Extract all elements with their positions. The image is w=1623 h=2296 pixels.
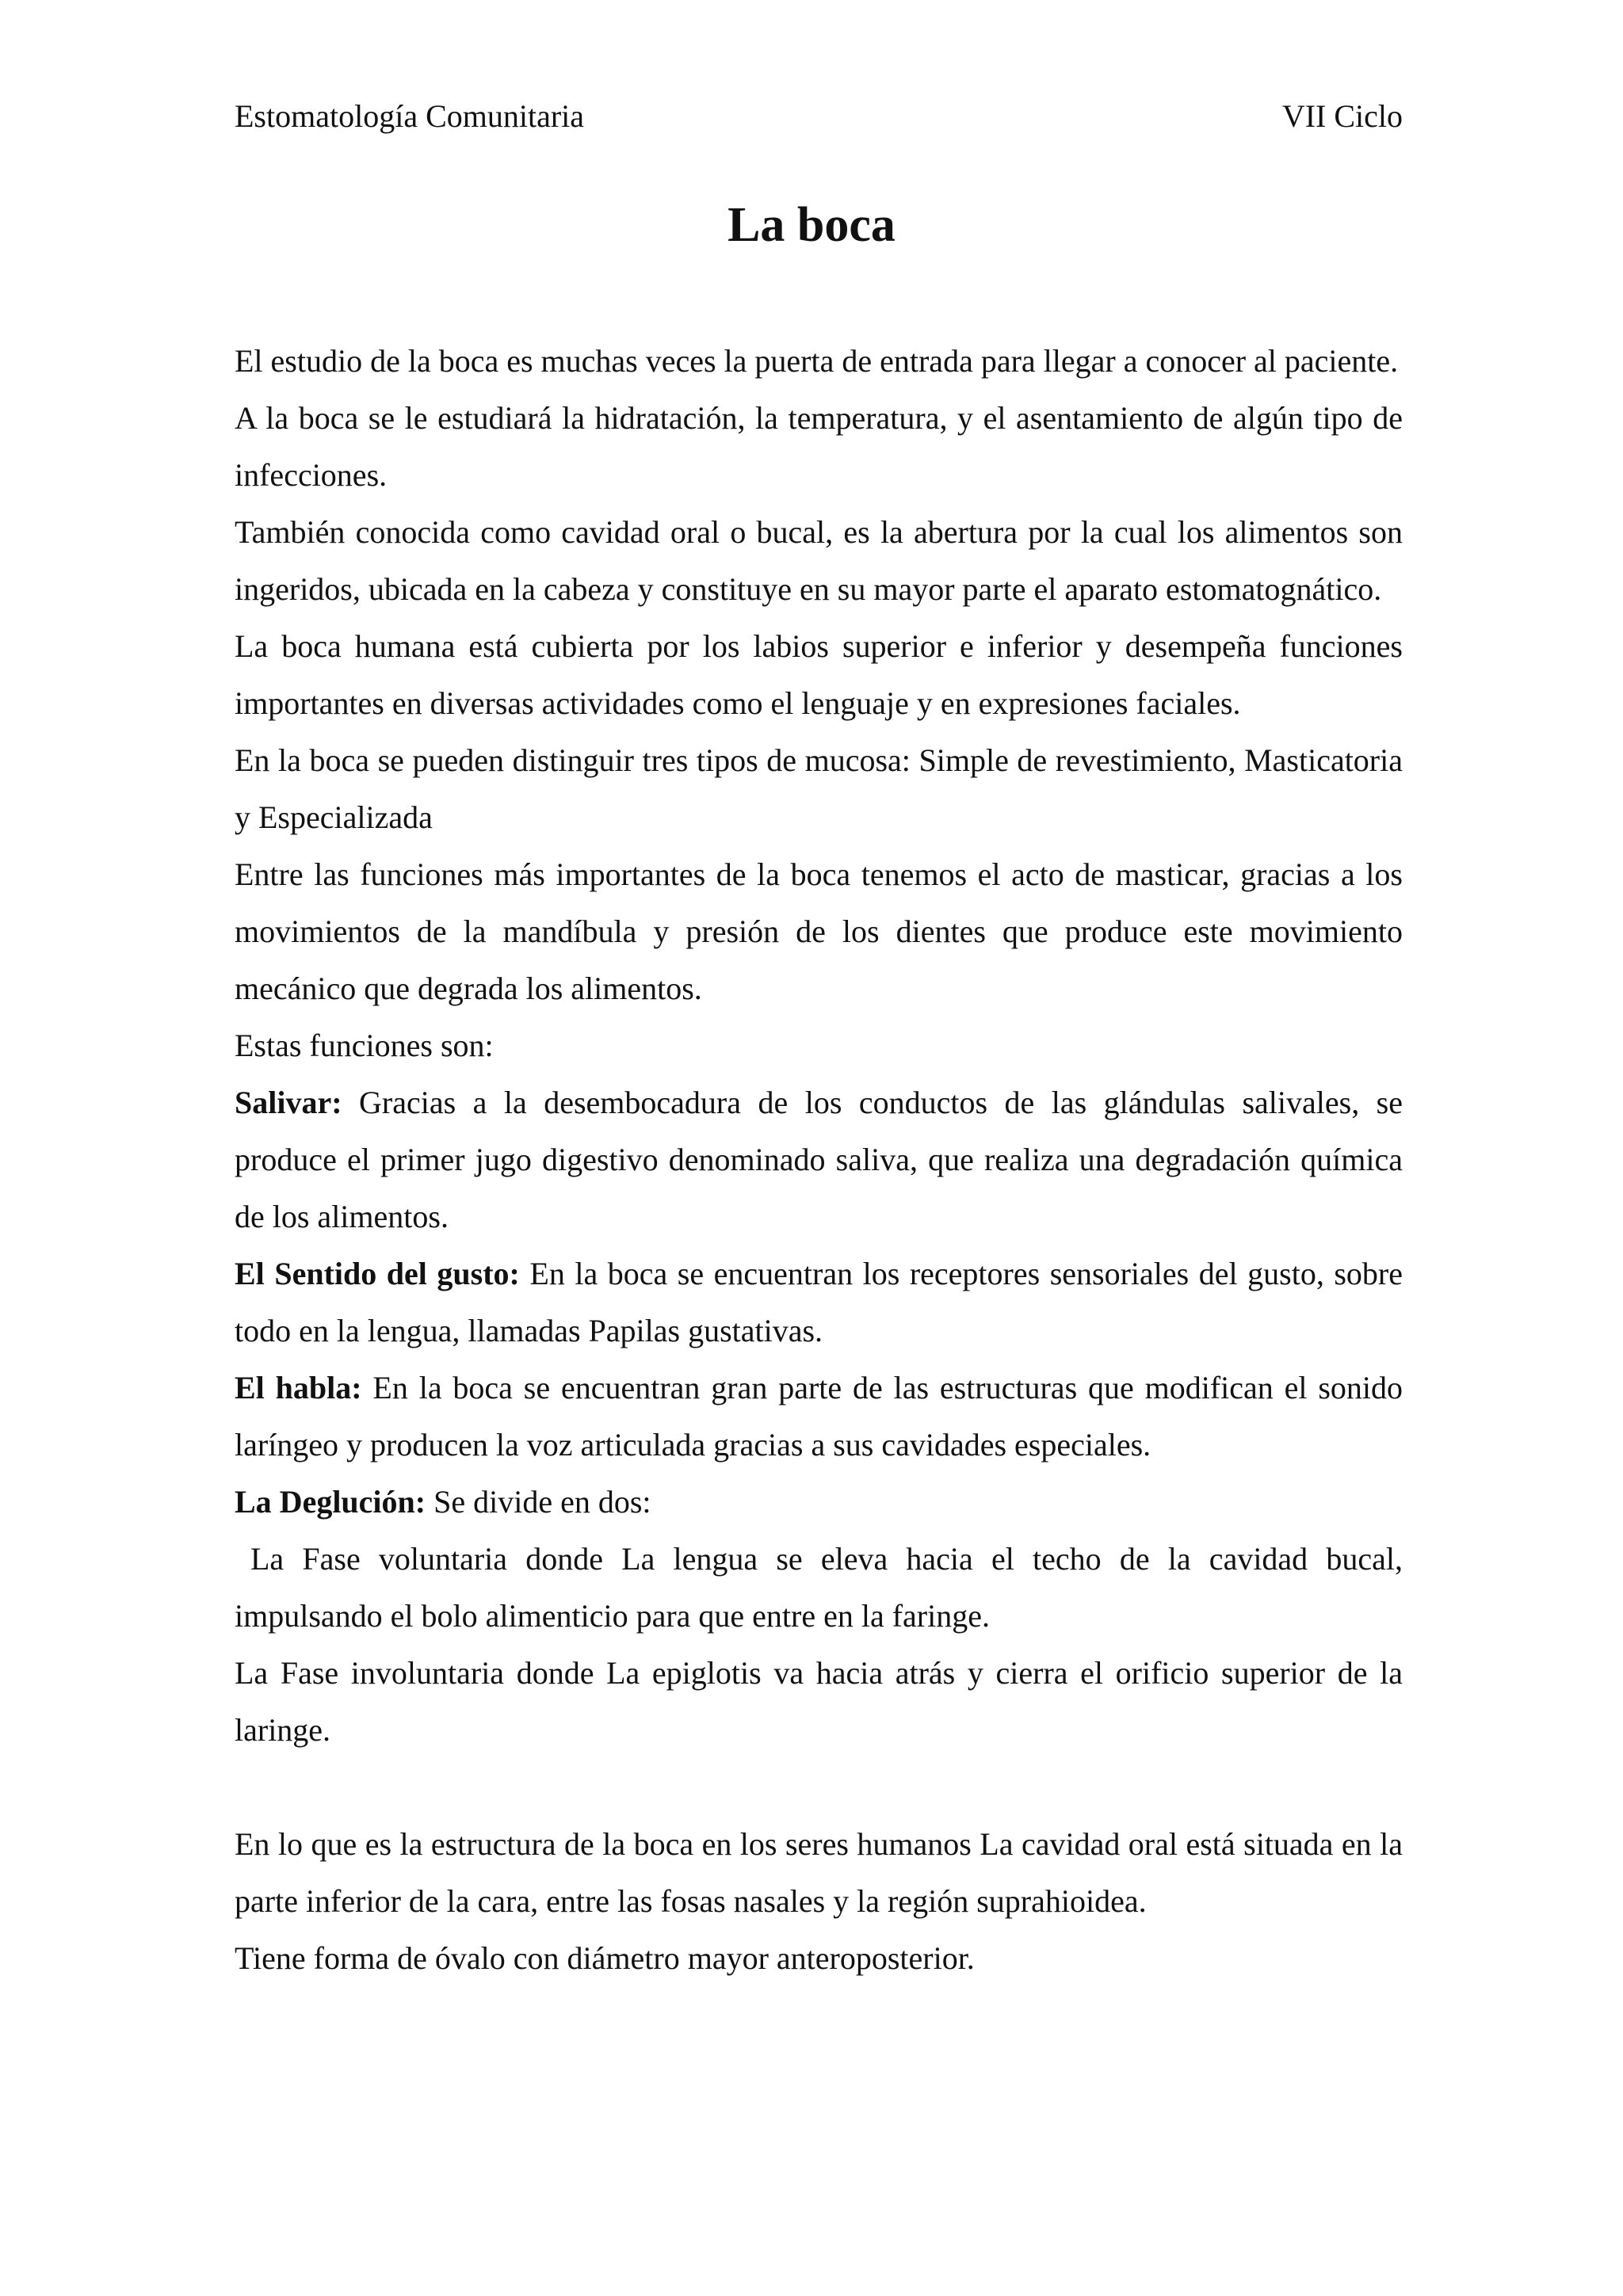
- paragraph-intro: El estudio de la boca es muchas veces la puerta de entrada para llegar a conocer al paciente.: [235, 343, 1399, 379]
- function-deglucion-text: Se divide en dos:: [426, 1484, 651, 1520]
- function-gusto-text: En la boca se encuentran los receptores sensoriales del gusto, sobre todo en la lengua, llamadas Papilas gustativas.: [235, 1256, 1403, 1348]
- paragraph-study: A la boca se le estudiará la hidratación, la temperatura, y el asentamiento de algún tipo de infecciones.: [235, 400, 1403, 493]
- running-header: [235, 97, 1403, 136]
- paragraph-functions-intro: Entre las funciones más importantes de la boca tenemos el acto de masticar, gracias a los movimientos de la mandíbula y presión de los dientes que produce este movimiento mecánico que degrada los alimentos.: [235, 856, 1403, 1006]
- function-gusto: [235, 1245, 1403, 1360]
- function-gusto-label: El Sentido del gusto:: [235, 1256, 520, 1291]
- document-body: [235, 333, 1403, 1987]
- function-salivar: [235, 1074, 1403, 1245]
- header-cycle: VII Ciclo: [1281, 98, 1403, 134]
- paragraph-definition: También conocida como cavidad oral o bucal, es la abertura por la cual los alimentos son ingeridos, ubicada en la cabeza y constituye en su mayor parte el aparato estomatognático.: [235, 514, 1403, 607]
- function-habla: [235, 1360, 1403, 1474]
- function-deglucion: [235, 1474, 1403, 1531]
- paragraph-gap: [235, 1759, 1403, 1816]
- paragraph-mucosa: En la boca se pueden distinguir tres tipos de mucosa: Simple de revestimiento, Masticatoria y Especializada: [235, 742, 1403, 835]
- header-course: Estomatología Comunitaria: [235, 98, 585, 134]
- phase-voluntary: La Fase voluntaria donde La lengua se eleva hacia el techo de la cavidad bucal, impulsando el bolo alimenticio para que entre en la faringe.: [235, 1541, 1403, 1634]
- function-deglucion-label: La Deglución:: [235, 1484, 426, 1520]
- paragraph-functions-list-intro: Estas funciones son:: [235, 1028, 494, 1063]
- function-habla-label: El habla:: [235, 1370, 362, 1405]
- paragraph-shape: Tiene forma de óvalo con diámetro mayor anteroposterior.: [235, 1940, 975, 1976]
- function-salivar-text: Gracias a la desembocadura de los conductos de las glándulas salivales, se produce el primer jugo digestivo denominado saliva, que realiza una degradación química de los alimentos.: [235, 1085, 1403, 1234]
- function-habla-text: En la boca se encuentran gran parte de las estructuras que modifican el sonido laríngeo y producen la voz articulada gracias a sus cavidades especiales.: [235, 1370, 1403, 1463]
- page-title: La boca: [727, 198, 896, 252]
- paragraph-lips: La boca humana está cubierta por los labios superior e inferior y desempeña funciones importantes en diversas actividades como el lenguaje y en expresiones faciales.: [235, 628, 1403, 721]
- function-salivar-label: Salivar:: [235, 1085, 342, 1120]
- phase-involuntary: La Fase involuntaria donde La epiglotis va hacia atrás y cierra el orificio superior de la laringe.: [235, 1655, 1403, 1748]
- paragraph-structure: En lo que es la estructura de la boca en los seres humanos La cavidad oral está situada en la parte inferior de la cara, entre las fosas nasales y la región suprahioidea.: [235, 1826, 1403, 1919]
